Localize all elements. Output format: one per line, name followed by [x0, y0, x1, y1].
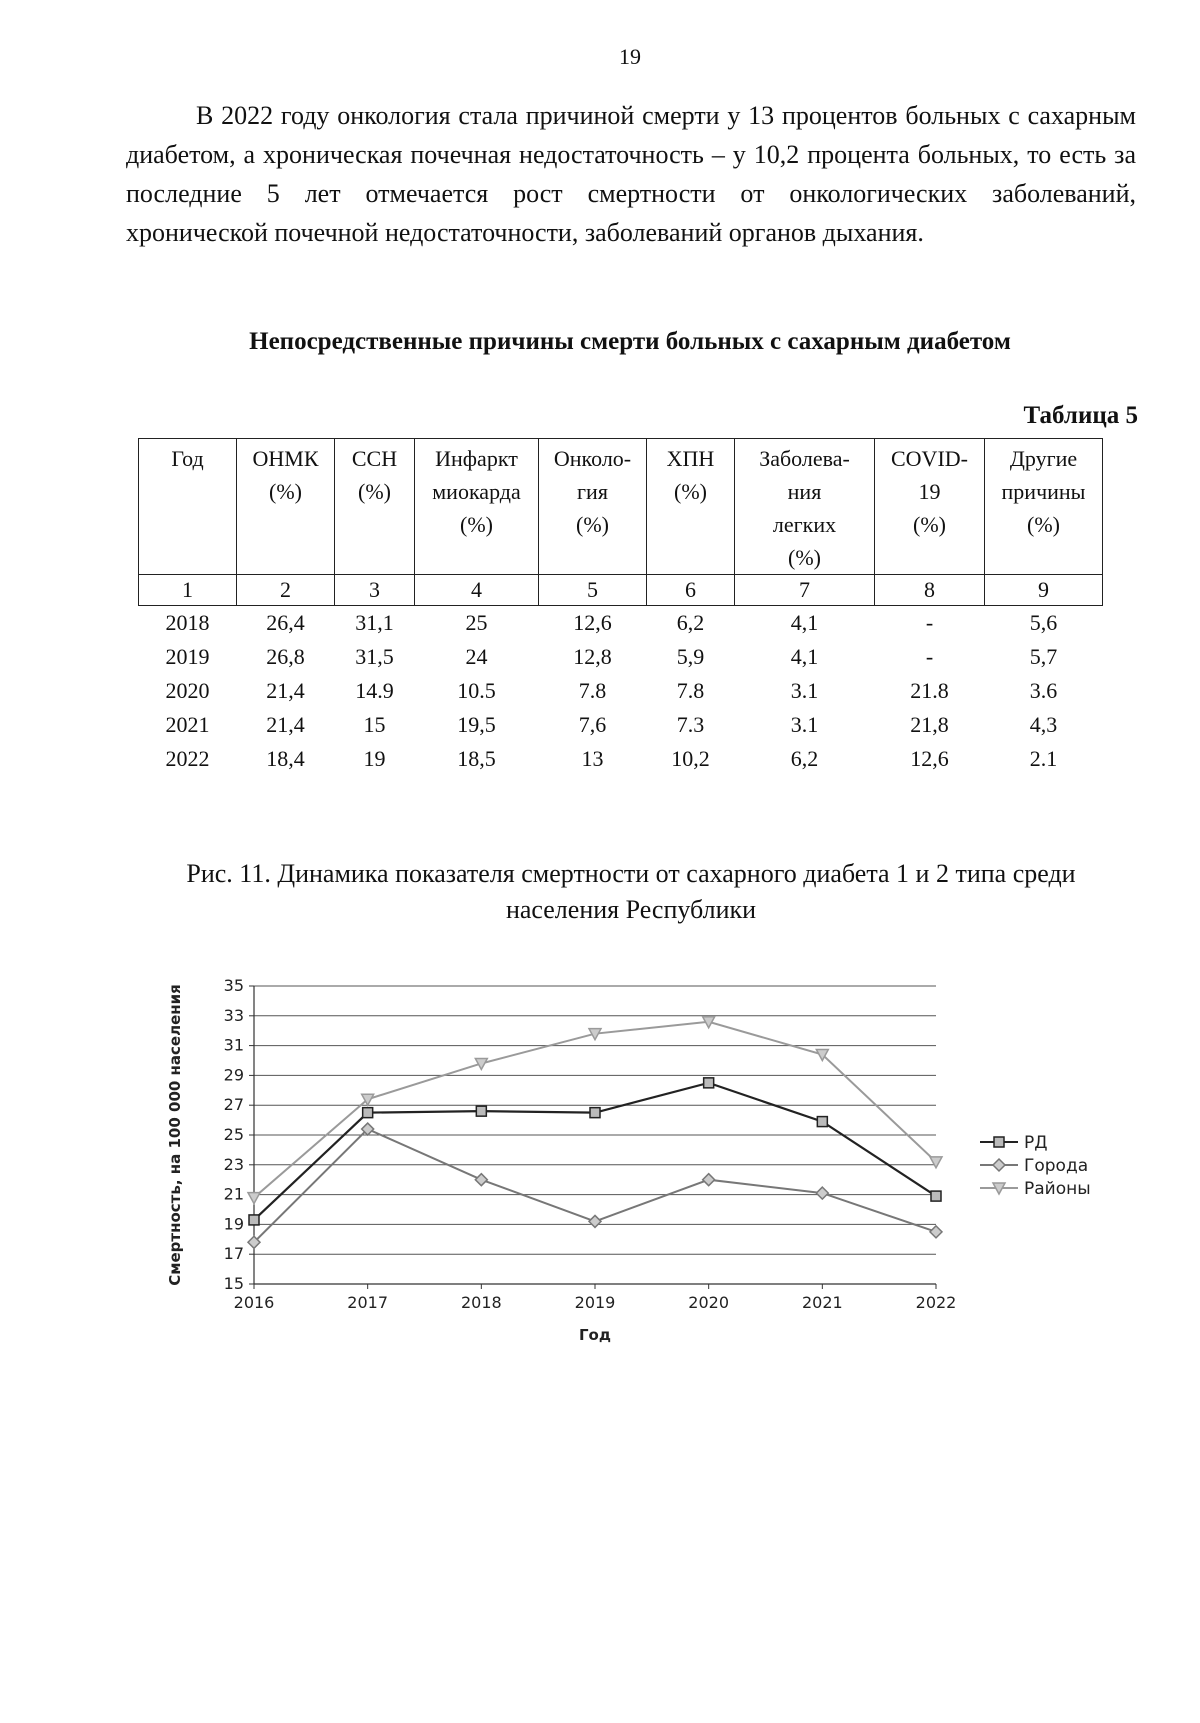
table-header-cell	[139, 439, 237, 575]
header-line: (%)	[674, 479, 707, 504]
column-number-cell: 1	[139, 575, 237, 606]
header-line: Онколо-	[553, 446, 632, 471]
header-line: ОНМК	[252, 446, 319, 471]
table-cell: 21,4	[266, 678, 305, 703]
causes-table	[138, 438, 1103, 776]
table-cell: 13	[581, 746, 604, 771]
y-tick-label: 23	[223, 1154, 244, 1174]
column-number-cell: 2	[237, 575, 335, 606]
table-cell: 4,3	[1029, 712, 1058, 737]
data-point	[704, 1078, 714, 1088]
data-point	[817, 1117, 827, 1127]
y-tick-label: 27	[223, 1095, 244, 1115]
table-cell: 6,2	[676, 610, 705, 635]
table-cell: 2.1	[1029, 746, 1058, 771]
table-cell: 19	[363, 746, 386, 771]
data-point	[930, 1157, 942, 1168]
header-line: миокарда	[432, 479, 521, 504]
legend-marker	[994, 1137, 1004, 1147]
table-cell: 25	[465, 610, 488, 635]
table-cell: 5,9	[676, 644, 705, 669]
data-point	[248, 1193, 260, 1204]
x-tick-label: 2017	[347, 1293, 389, 1312]
table-cell: 31,1	[355, 610, 394, 635]
legend-marker	[993, 1159, 1005, 1171]
table-cell: 24	[465, 644, 488, 669]
x-tick-label: 2018	[460, 1293, 502, 1312]
data-point	[930, 1226, 942, 1238]
y-tick-label: 15	[223, 1274, 244, 1293]
header-line: Год	[171, 446, 204, 471]
data-point	[931, 1191, 941, 1201]
table-cell: 7.3	[676, 712, 705, 737]
header-line: ния	[787, 479, 822, 504]
table-cell: 3.1	[790, 712, 819, 737]
y-axis-title: Смертность, на 100 000 населения	[166, 984, 184, 1286]
table-cell: 10,2	[671, 746, 710, 771]
column-number-cell: 7	[735, 575, 875, 606]
table-cell: 4,1	[790, 610, 819, 635]
table-cell: 3.1	[790, 678, 819, 703]
table-cell: 10.5	[457, 678, 496, 703]
table-cell: 2020	[165, 678, 210, 703]
table-row	[139, 674, 1103, 708]
table-cell: 3.6	[1029, 678, 1058, 703]
column-number-cell: 9	[985, 575, 1103, 606]
header-line: COVID-	[891, 446, 968, 471]
column-number-row	[139, 575, 1103, 606]
legend-label: Районы	[1024, 1179, 1091, 1199]
figure-caption-line: Рис. 11. Динамика показателя смертности от сахарного диабета 1 и 2 типа среди	[186, 859, 1076, 888]
table-cell: 5,7	[1029, 644, 1058, 669]
figure-caption-line: населения Республики	[505, 895, 757, 924]
data-point	[475, 1174, 487, 1186]
header-line: ХПН	[666, 446, 715, 471]
series-line-1	[254, 1083, 936, 1220]
x-tick-label: 2021	[801, 1293, 843, 1312]
y-tick-label: 25	[223, 1125, 244, 1144]
y-tick-label: 35	[223, 976, 244, 995]
data-point	[363, 1108, 373, 1118]
header-line: (%)	[913, 512, 946, 537]
table-header-cell	[985, 439, 1103, 575]
table-row	[139, 708, 1103, 742]
header-line: (%)	[788, 545, 821, 570]
column-number-cell: 6	[647, 575, 735, 606]
table-label: Таблица 5	[1023, 402, 1138, 429]
table-header-cell	[735, 439, 875, 575]
table-cell: 21,8	[910, 712, 949, 737]
table-row	[139, 606, 1103, 641]
table-cell: 21.8	[910, 678, 949, 703]
table-cell: 7,6	[578, 712, 607, 737]
legend-label: РД	[1024, 1133, 1048, 1153]
table-cell: 15	[363, 712, 386, 737]
x-axis-title: Год	[579, 1326, 611, 1344]
data-point	[590, 1108, 600, 1118]
table-header-cell	[647, 439, 735, 575]
x-tick-label: 2016	[233, 1293, 275, 1312]
data-point	[249, 1215, 259, 1225]
table-cell: 2019	[165, 644, 210, 669]
data-point	[476, 1106, 486, 1116]
table-cell: -	[925, 610, 934, 635]
header-line: (%)	[1027, 512, 1060, 537]
table-header-row	[139, 439, 1103, 575]
table-cell: 19,5	[457, 712, 496, 737]
y-tick-label: 21	[223, 1184, 244, 1204]
y-tick-label: 19	[223, 1214, 244, 1234]
header-line: ССН	[351, 446, 398, 471]
section-heading: Непосредственные причины смерти больных с сахарным диабетом	[249, 328, 1011, 355]
header-line: причины	[1001, 479, 1086, 504]
column-number-cell: 8	[875, 575, 985, 606]
header-line: Другие	[1009, 446, 1078, 471]
data-point	[589, 1215, 601, 1227]
table-body	[139, 575, 1103, 777]
table-header-cell	[415, 439, 539, 575]
header-line: (%)	[269, 479, 302, 504]
table-header-cell	[237, 439, 335, 575]
header-line: Инфаркт	[435, 446, 518, 471]
figure-caption	[126, 856, 1136, 928]
y-tick-label: 29	[223, 1065, 244, 1085]
header-line: (%)	[460, 512, 493, 537]
table-cell: 18,4	[266, 746, 305, 771]
table-cell: 12,6	[910, 746, 949, 771]
table-cell: 14.9	[355, 678, 394, 703]
column-number-cell: 5	[539, 575, 647, 606]
table-cell: 5,6	[1029, 610, 1058, 635]
y-tick-label: 17	[223, 1244, 244, 1264]
table-cell: 26,4	[266, 610, 305, 635]
mortality-line-chart	[150, 970, 1150, 1370]
table-cell: 18,5	[457, 746, 496, 771]
table-cell: 26,8	[266, 644, 305, 669]
table-header-cell	[875, 439, 985, 575]
table-header-cell	[335, 439, 415, 575]
header-line: гия	[577, 479, 608, 504]
data-point	[816, 1187, 828, 1199]
x-tick-label: 2020	[688, 1293, 730, 1312]
table-cell: 7.8	[578, 678, 607, 703]
table-cell: 2021	[165, 712, 210, 737]
header-line: Заболева-	[759, 446, 850, 471]
table-cell: 4,1	[790, 644, 819, 669]
table-cell: 2022	[165, 746, 210, 771]
column-number-cell: 4	[415, 575, 539, 606]
y-tick-label: 31	[223, 1035, 244, 1055]
header-line: (%)	[358, 479, 391, 504]
table-cell: 7.8	[676, 678, 705, 703]
table-row	[139, 742, 1103, 776]
y-tick-label: 33	[223, 1005, 244, 1025]
x-tick-label: 2019	[574, 1293, 616, 1312]
header-line: (%)	[576, 512, 609, 537]
body-paragraph	[126, 96, 1136, 252]
table-header-cell	[539, 439, 647, 575]
table-cell: 31,5	[355, 644, 394, 669]
table-row	[139, 640, 1103, 674]
table-cell: 12,8	[573, 644, 612, 669]
table-cell: 2018	[165, 610, 210, 635]
body-paragraph-text: В 2022 году онкология стала причиной смерти у 13 процентов больных с сахарным диабетом, а хроническая почечная недостаточность – у 10,2 процента больных, то есть за последние 5 лет отмечается рост смертности от онкологических заболеваний, хронической почечной недостаточности, заболеваний органов дыхания.	[126, 101, 1136, 247]
page-number: 19	[619, 44, 641, 69]
legend-label: Города	[1024, 1156, 1089, 1176]
header-line: 19	[918, 479, 941, 504]
column-number-cell: 3	[335, 575, 415, 606]
x-tick-label: 2022	[915, 1293, 957, 1312]
table-cell: 6,2	[790, 746, 819, 771]
table-cell: 21,4	[266, 712, 305, 737]
table-cell: 12,6	[573, 610, 612, 635]
table-cell: -	[925, 644, 934, 669]
header-line: легких	[772, 512, 837, 537]
data-point	[703, 1174, 715, 1186]
